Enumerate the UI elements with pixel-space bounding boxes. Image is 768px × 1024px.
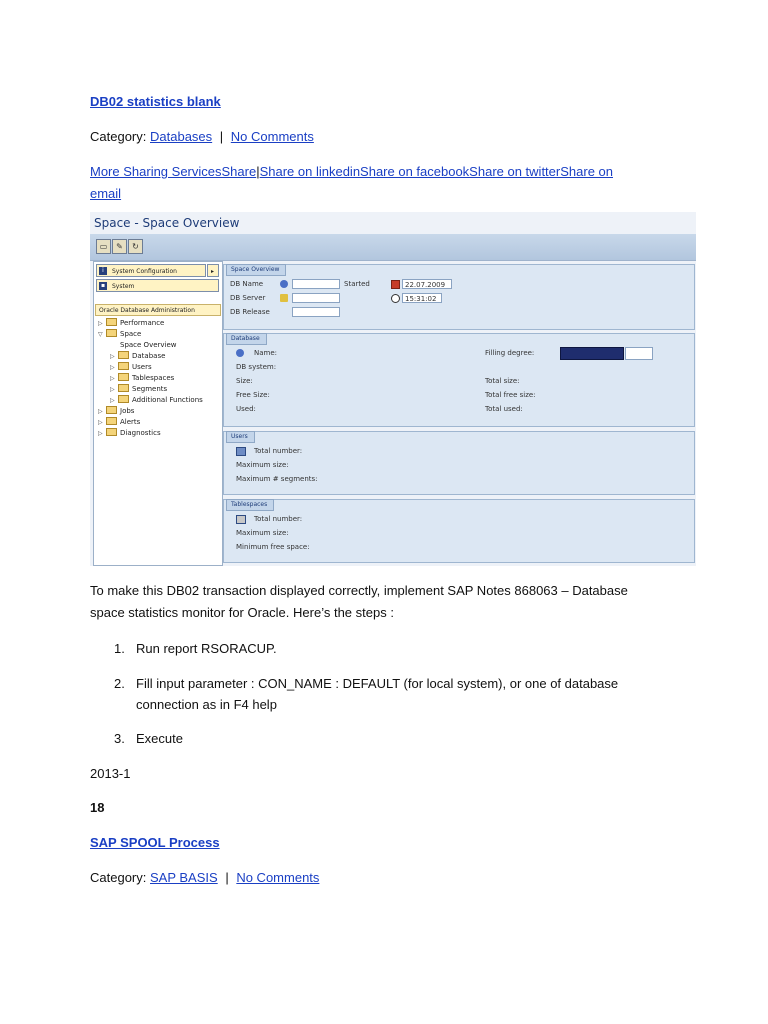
folder-icon (118, 384, 129, 392)
tree-item-jobs: ▷ Jobs (98, 407, 135, 415)
group-tab: Space Overview (226, 264, 286, 276)
category-label: Category: (90, 129, 147, 144)
nav-header: Oracle Database Administration (95, 304, 221, 316)
tree-item-tablespaces: ▷ Tablespaces (110, 374, 175, 382)
expand-button: ▸ (207, 264, 219, 277)
post-title-link[interactable]: DB02 statistics blank (90, 94, 221, 109)
share-row-2 (90, 184, 121, 204)
category-label: Category: (90, 870, 147, 885)
maximum-size-label: Maximum size: (236, 529, 289, 537)
start-date-field: 22.07.2009 (402, 279, 452, 289)
db-name-label: Name: (254, 349, 278, 357)
calendar-icon (391, 280, 400, 289)
folder-icon (106, 318, 117, 326)
folder-icon (106, 406, 117, 414)
group-tab: Database (226, 333, 267, 345)
folder-icon (118, 395, 129, 403)
tablespaces-group (223, 499, 695, 563)
post-day: 18 (90, 800, 105, 815)
tree-item-space-overview: Space Overview (120, 341, 177, 349)
db-name-field (292, 279, 340, 289)
filling-degree-bar (560, 347, 624, 360)
server-icon (280, 294, 288, 302)
folder-icon (118, 373, 129, 381)
size-label: Size: (236, 377, 253, 385)
category-link[interactable]: Databases (150, 129, 213, 144)
category-row (90, 127, 314, 147)
share-linkedin-link[interactable]: Share on linkedinShare on facebookShare on twitterShare on (259, 164, 613, 179)
post-title-link[interactable]: SAP SPOOL Process (90, 835, 220, 850)
info-icon: i (99, 267, 107, 275)
db-release-label: DB Release (230, 308, 270, 316)
share-row (90, 162, 613, 182)
group-tab: Users (226, 431, 255, 443)
filling-degree-label: Filling degree: (485, 349, 535, 357)
db-server-field (292, 293, 340, 303)
paragraph-line-2: space statistics monitor for Oracle. Here’s the steps : (90, 605, 394, 620)
separator: | (225, 870, 229, 885)
total-number-label: Total number: (254, 515, 303, 523)
post-date: 2013-1 (90, 766, 131, 781)
sap-nav-panel (93, 261, 223, 566)
system-icon: ▪ (100, 282, 106, 289)
post-title-row (90, 92, 221, 112)
tree-item-additional-functions: ▷ Additional Functions (110, 396, 203, 404)
sap-screenshot (90, 212, 696, 566)
db-release-field (292, 307, 340, 317)
tablespace-icon (236, 515, 246, 524)
folder-icon (118, 362, 129, 370)
change-icon: ✎ (112, 239, 127, 254)
tree-item-alerts: ▷ Alerts (98, 418, 141, 426)
share-separator: | (256, 164, 260, 179)
group-tab: Tablespaces (226, 499, 274, 511)
sap-toolbar (90, 234, 696, 261)
total-number-label: Total number: (254, 447, 303, 455)
maximum-segments-label: Maximum # segments: (236, 475, 318, 483)
folder-icon (106, 417, 117, 425)
total-size-label: Total size: (485, 377, 520, 385)
db-server-label: DB Server (230, 294, 266, 302)
folder-icon (118, 351, 129, 359)
started-label: Started (344, 280, 370, 288)
db-system-label: DB system: (236, 363, 277, 371)
total-free-size-label: Total free size: (485, 391, 536, 399)
db-icon (280, 280, 288, 288)
tree-item-space: ▽ Space (98, 330, 142, 338)
clock-icon (391, 294, 400, 303)
tree-item-diagnostics: ▷ Diagnostics (98, 429, 161, 437)
tree-item-database: ▷ Database (110, 352, 166, 360)
maximum-size-label: Maximum size: (236, 461, 289, 469)
folder-icon (106, 329, 117, 337)
total-used-label: Total used: (485, 405, 523, 413)
separator: | (219, 129, 224, 144)
db-name-label: DB Name (230, 280, 264, 288)
comments-link[interactable]: No Comments (236, 870, 320, 885)
category-link[interactable]: SAP BASIS (150, 870, 218, 885)
minimum-free-space-label: Minimum free space: (236, 543, 310, 551)
paragraph-line-1: To make this DB02 transaction displayed correctly, implement SAP Notes 868063 – Database (90, 583, 628, 598)
tree-item-users: ▷ Users (110, 363, 152, 371)
space-overview-group (223, 264, 695, 330)
more-sharing-link[interactable]: More Sharing ServicesShare (90, 164, 257, 179)
system-config-button: i System Configuration (96, 264, 206, 277)
share-email-link[interactable]: email (90, 186, 122, 201)
category-row (90, 868, 319, 888)
filling-degree-field (625, 347, 653, 360)
sap-screen-title: Space - Space Overview (94, 216, 240, 230)
db-icon (236, 349, 244, 357)
start-time-field: 15:31:02 (402, 293, 442, 303)
users-icon (236, 447, 246, 456)
comments-link[interactable]: No Comments (230, 129, 314, 144)
users-group (223, 431, 695, 495)
tree-item-segments: ▷ Segments (110, 385, 168, 393)
folder-icon (106, 428, 117, 436)
refresh-icon: ↻ (128, 239, 143, 254)
tree-item-performance: ▷ Performance (98, 319, 165, 327)
display-icon: ▭ (96, 239, 111, 254)
used-label: Used: (236, 405, 256, 413)
free-size-label: Free Size: (236, 391, 270, 399)
database-group (223, 333, 695, 427)
system-button: ▪ System (96, 279, 219, 292)
post-title-row (90, 833, 220, 853)
